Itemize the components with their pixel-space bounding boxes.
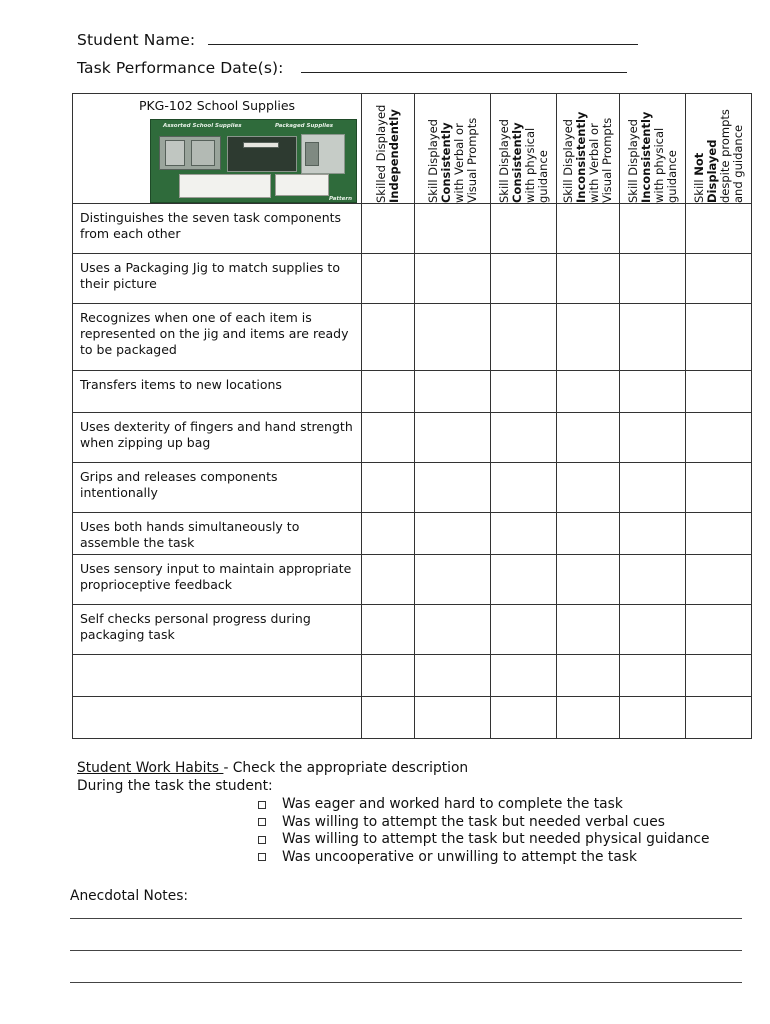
column-header-inconsistently-verbal <box>557 94 620 204</box>
col4-line3: with Verbal or <box>587 122 601 203</box>
rating-cell[interactable] <box>491 555 557 605</box>
rating-cell[interactable] <box>415 371 491 413</box>
rating-cell[interactable] <box>415 513 491 555</box>
rating-cell[interactable] <box>686 463 752 513</box>
photo-label-pattern: Pattern <box>329 196 353 202</box>
anecdotal-notes-label: Anecdotal Notes: <box>70 888 189 904</box>
skill-description: Uses sensory input to maintain appropriate proprioceptive feedback <box>73 555 362 605</box>
rating-cell[interactable] <box>557 555 620 605</box>
notes-line[interactable] <box>70 950 742 951</box>
col2-line2: Consistently <box>438 121 453 203</box>
rating-cell[interactable] <box>415 204 491 254</box>
col4-line2: Inconsistently <box>574 111 588 203</box>
rating-cell[interactable] <box>362 254 415 304</box>
skill-row <box>73 463 752 513</box>
rating-cell[interactable] <box>415 555 491 605</box>
col2-line1: Skill Displayed <box>425 118 440 203</box>
rating-cell[interactable] <box>686 304 752 371</box>
skill-row <box>73 304 752 371</box>
col3-line3: with physical <box>522 127 537 203</box>
habit-option <box>256 831 709 849</box>
col3-line4: guidance <box>535 149 550 203</box>
rating-cell[interactable] <box>686 371 752 413</box>
student-name-line <box>77 31 638 49</box>
rating-cell[interactable] <box>491 605 557 655</box>
rating-cell[interactable] <box>557 204 620 254</box>
work-habits-lead: During the task the student: <box>77 777 273 794</box>
rating-cell[interactable] <box>491 463 557 513</box>
habit-option <box>256 796 709 814</box>
notes-line[interactable] <box>70 982 742 983</box>
col1-line2: Independently <box>387 108 401 203</box>
habit-option <box>256 849 709 867</box>
habit-checkbox[interactable] <box>258 818 266 826</box>
rating-cell[interactable] <box>491 254 557 304</box>
habit-option-label: Was willing to attempt the task but needed verbal cues <box>282 813 665 830</box>
skill-row <box>73 254 752 304</box>
skill-description <box>73 655 362 697</box>
col5-line4: guidance <box>664 149 679 203</box>
skill-description: Self checks personal progress during packaging task <box>73 605 362 655</box>
assessment-table <box>72 93 752 739</box>
skill-description <box>73 697 362 739</box>
skill-description: Recognizes when one of each item is represented on the jig and items are ready to be packaged <box>73 304 362 371</box>
skill-description: Transfers items to new locations <box>73 371 362 413</box>
skill-row <box>73 371 752 413</box>
column-header-independently <box>362 94 415 204</box>
task-dates-field[interactable] <box>301 59 627 73</box>
skill-row <box>73 513 752 555</box>
rating-cell[interactable] <box>491 413 557 463</box>
rating-cell[interactable] <box>491 204 557 254</box>
col5-line1: Skill Displayed <box>625 118 640 203</box>
rating-cell[interactable] <box>491 697 557 739</box>
column-header-not-displayed <box>686 94 752 204</box>
rating-cell[interactable] <box>620 697 686 739</box>
rating-cell[interactable] <box>557 371 620 413</box>
rating-cell[interactable] <box>362 413 415 463</box>
rating-cell[interactable] <box>557 254 620 304</box>
col6-line1: Skill Not <box>691 152 706 203</box>
rating-cell[interactable] <box>415 254 491 304</box>
skill-row <box>73 655 752 697</box>
rating-cell[interactable] <box>557 463 620 513</box>
rating-cell[interactable] <box>362 697 415 739</box>
rating-cell[interactable] <box>686 204 752 254</box>
rating-cell[interactable] <box>620 513 686 555</box>
col6-line2: Displayed <box>704 139 719 203</box>
notes-line[interactable] <box>70 918 742 919</box>
rating-cell[interactable] <box>620 371 686 413</box>
work-habits-instruction: - Check the appropriate description <box>223 760 469 776</box>
rating-cell[interactable] <box>686 605 752 655</box>
rating-cell[interactable] <box>415 304 491 371</box>
skill-row <box>73 555 752 605</box>
rating-cell[interactable] <box>362 513 415 555</box>
task-dates-line <box>77 59 627 77</box>
work-habits-options <box>256 796 709 866</box>
habit-option-label: Was uncooperative or unwilling to attempt the task <box>282 848 637 865</box>
rating-cell[interactable] <box>686 655 752 697</box>
rating-cell[interactable] <box>620 463 686 513</box>
rating-cell[interactable] <box>362 655 415 697</box>
habit-option-label: Was eager and worked hard to complete the task <box>282 796 623 812</box>
column-header-consistently-verbal <box>415 94 491 204</box>
skill-row <box>73 697 752 739</box>
rating-cell[interactable] <box>415 697 491 739</box>
rating-cell[interactable] <box>557 697 620 739</box>
rating-cell[interactable] <box>620 605 686 655</box>
rating-cell[interactable] <box>620 555 686 605</box>
column-header-inconsistently-physical <box>620 94 686 204</box>
rating-cell[interactable] <box>620 413 686 463</box>
habit-option <box>256 814 709 832</box>
col6-line4: and guidance <box>730 124 745 203</box>
rating-cell[interactable] <box>415 463 491 513</box>
col4-line1: Skill Displayed <box>561 118 575 203</box>
rating-cell[interactable] <box>686 413 752 463</box>
rating-cell[interactable] <box>620 655 686 697</box>
rating-cell[interactable] <box>415 605 491 655</box>
skill-row <box>73 413 752 463</box>
task-title: PKG-102 School Supplies <box>138 98 296 113</box>
rating-cell[interactable] <box>557 655 620 697</box>
rating-cell[interactable] <box>557 513 620 555</box>
col5-line2: Inconsistently <box>638 111 653 203</box>
col2-line3: with Verbal or <box>451 122 466 203</box>
photo-label-assorted: Assorted School Supplies <box>163 123 242 129</box>
rating-cell[interactable] <box>362 304 415 371</box>
rating-cell[interactable] <box>491 513 557 555</box>
rating-cell[interactable] <box>557 413 620 463</box>
header-row <box>73 94 752 204</box>
habit-checkbox[interactable] <box>258 853 266 861</box>
col4-line4: Visual Prompts <box>600 117 614 203</box>
rating-cell[interactable] <box>686 555 752 605</box>
col1-line1: Skilled Displayed <box>374 104 388 203</box>
skill-row <box>73 605 752 655</box>
habit-checkbox[interactable] <box>258 836 266 844</box>
col2-line4: Visual Prompts <box>464 117 479 203</box>
rating-cell[interactable] <box>491 371 557 413</box>
work-habits-section <box>77 760 468 795</box>
skill-description: Uses dexterity of fingers and hand strength when zipping up bag <box>73 413 362 463</box>
rating-cell[interactable] <box>686 513 752 555</box>
rating-cell[interactable] <box>415 413 491 463</box>
rating-cell[interactable] <box>557 605 620 655</box>
rating-cell[interactable] <box>686 697 752 739</box>
task-picture-cell <box>73 94 362 204</box>
rating-cell[interactable] <box>686 254 752 304</box>
rating-cell[interactable] <box>557 304 620 371</box>
rating-cell[interactable] <box>415 655 491 697</box>
task-photo <box>150 119 357 203</box>
rating-cell[interactable] <box>362 605 415 655</box>
skill-description: Uses a Packaging Jig to match supplies to their picture <box>73 254 362 304</box>
skill-row <box>73 204 752 254</box>
rating-cell[interactable] <box>362 555 415 605</box>
skill-description: Uses both hands simultaneously to assemble the task <box>73 513 362 555</box>
skill-description: Grips and releases components intentionally <box>73 463 362 513</box>
rating-cell[interactable] <box>362 204 415 254</box>
task-dates-label: Task Performance Date(s): <box>77 59 284 77</box>
col3-line2: Consistently <box>509 121 524 203</box>
habit-checkbox[interactable] <box>258 801 266 809</box>
rating-cell[interactable] <box>620 304 686 371</box>
habit-option-label: Was willing to attempt the task but needed physical guidance <box>282 831 710 847</box>
rating-cell[interactable] <box>362 371 415 413</box>
col5-line3: with physical <box>651 127 666 203</box>
col6-line3: despite prompts <box>717 108 732 203</box>
work-habits-title: Student Work Habits <box>77 760 224 776</box>
column-header-consistently-physical <box>491 94 557 204</box>
rating-cell[interactable] <box>491 304 557 371</box>
col3-line1: Skill Displayed <box>496 118 511 203</box>
photo-label-packaged: Packaged Supplies <box>275 123 334 129</box>
rating-cell[interactable] <box>620 254 686 304</box>
student-name-label: Student Name: <box>77 31 196 49</box>
student-name-field[interactable] <box>208 31 638 45</box>
rating-cell[interactable] <box>620 204 686 254</box>
rating-cell[interactable] <box>491 655 557 697</box>
rating-cell[interactable] <box>362 463 415 513</box>
skill-description: Distinguishes the seven task components from each other <box>73 204 362 254</box>
